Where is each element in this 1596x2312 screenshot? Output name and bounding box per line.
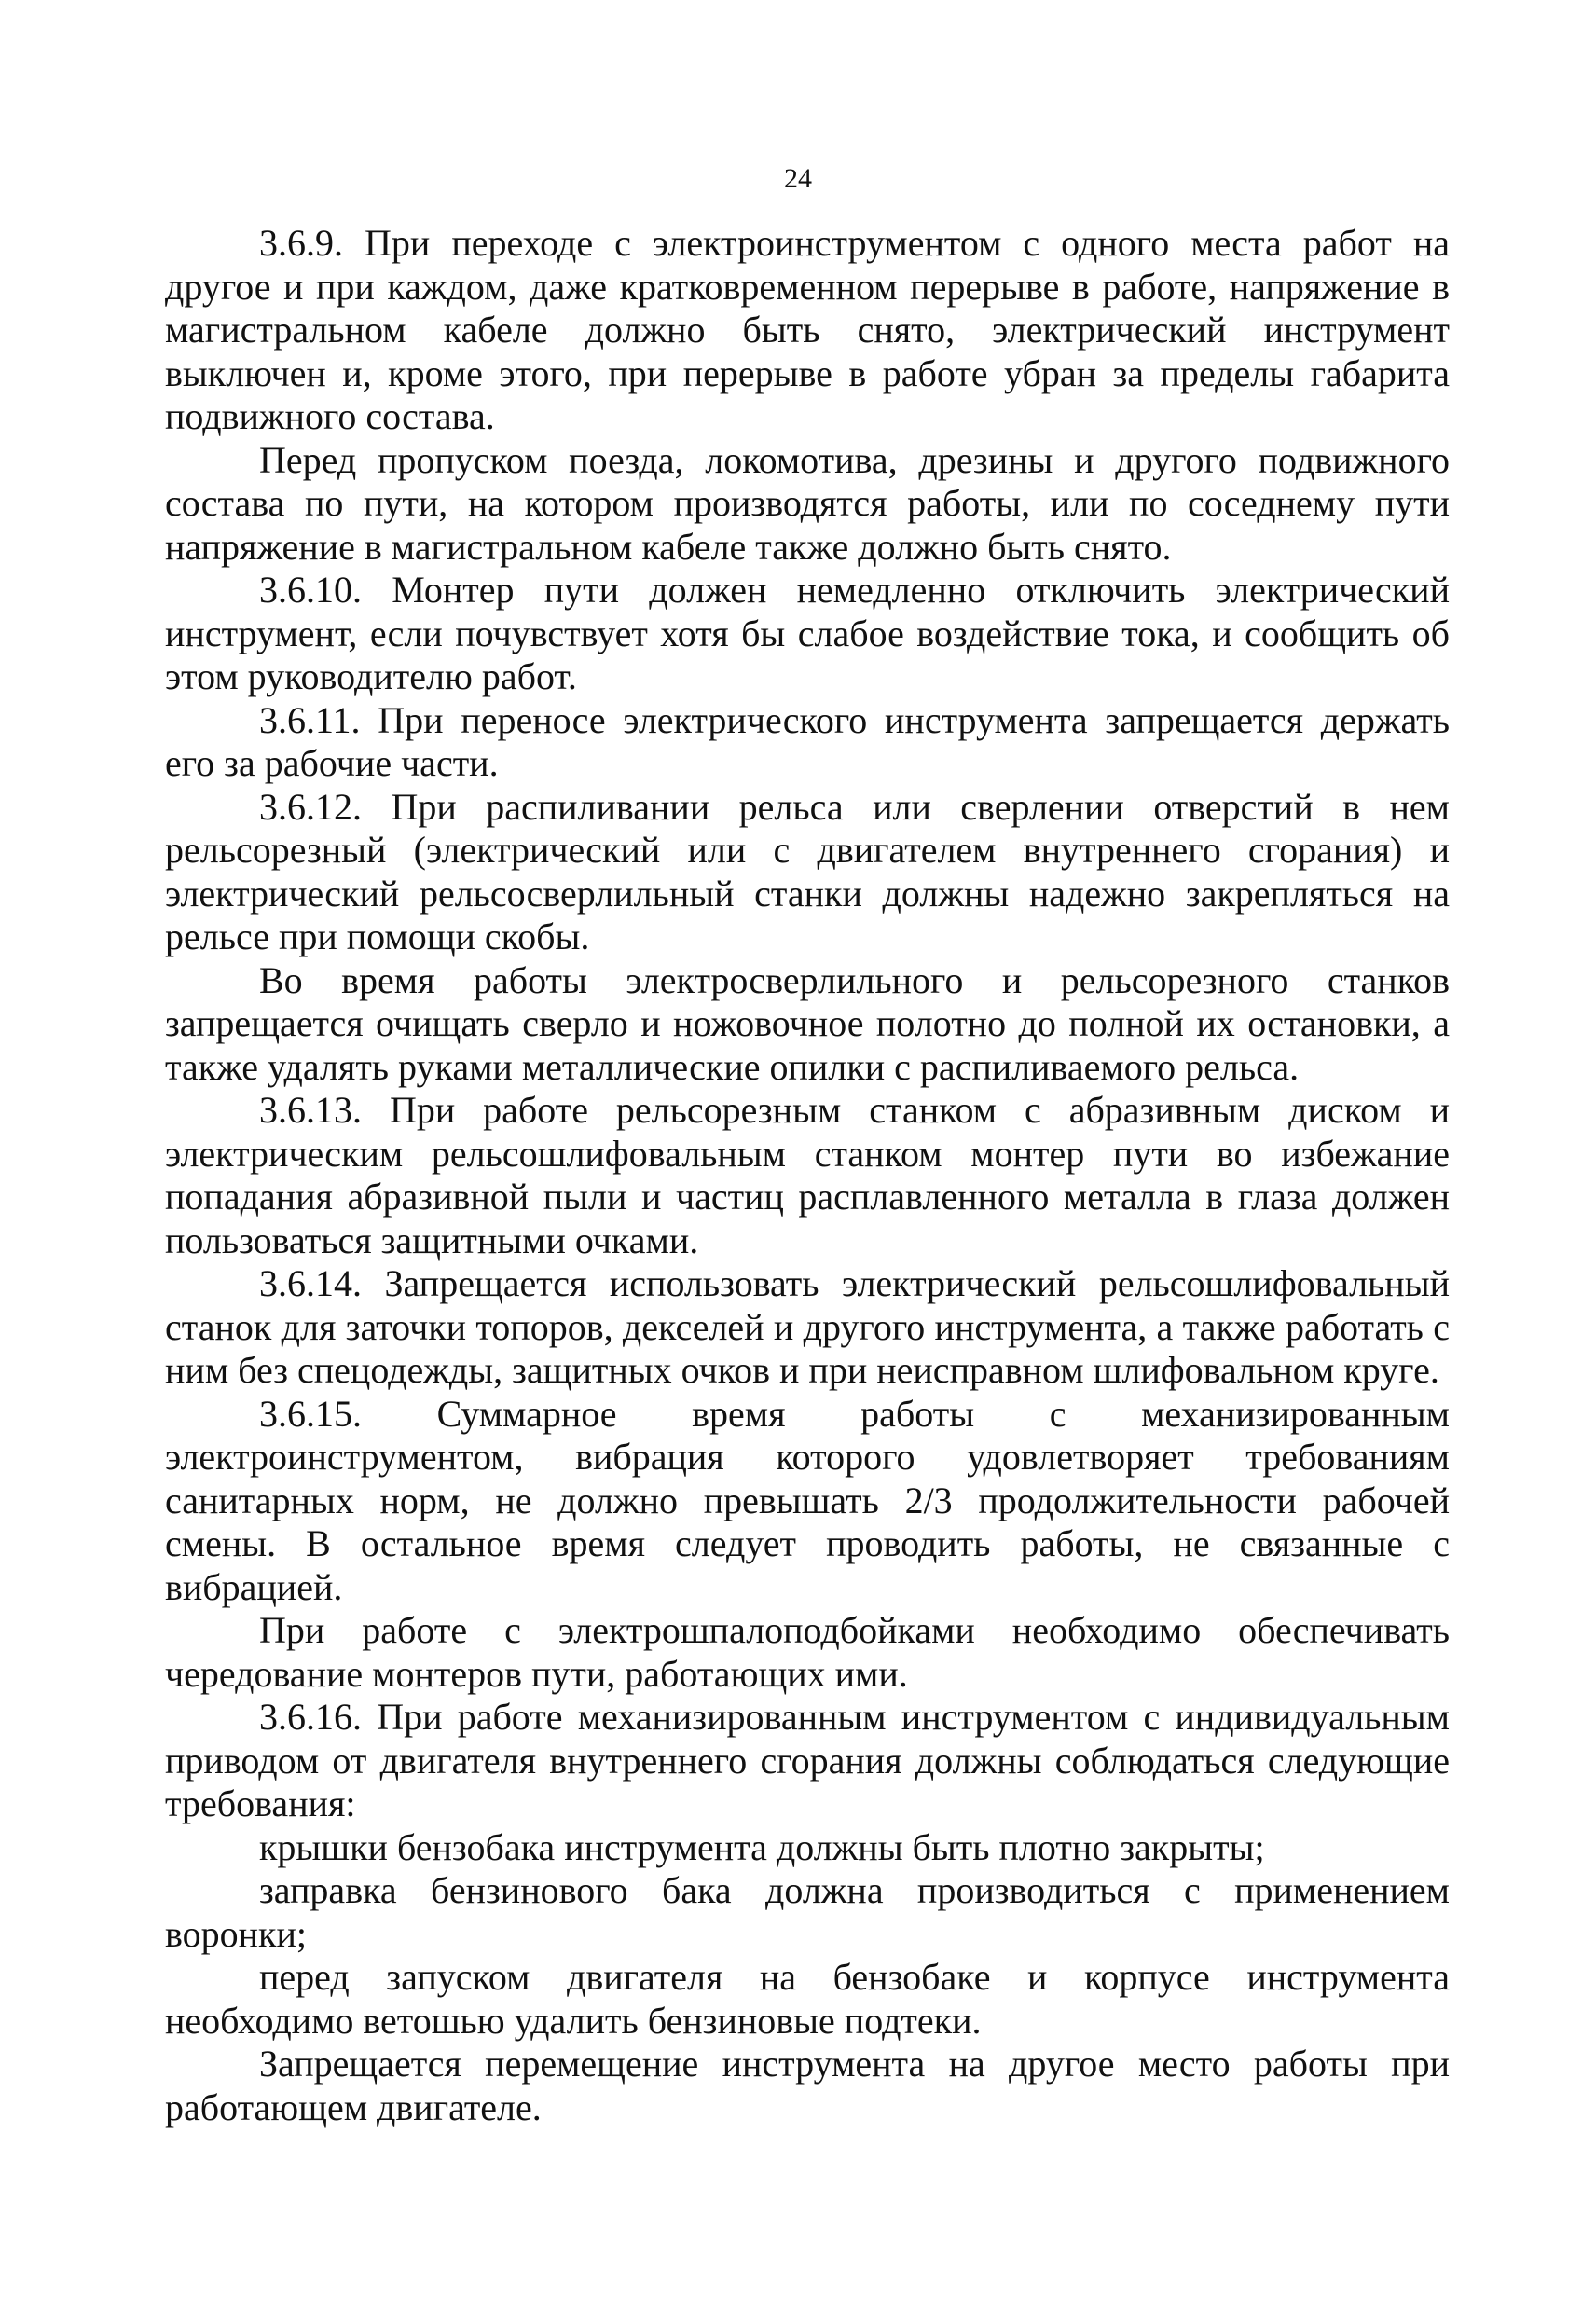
paragraph-3-6-11: 3.6.11. При переносе электрического инструмента запрещается держать его за рабочие части. bbox=[165, 698, 1450, 784]
paragraph-3-6-16: 3.6.16. При работе механизированным инструментом с индивидуальным приводом от двигателя внутреннего сгорания должны соблюдаться следующие требования: bbox=[165, 1696, 1450, 1824]
paragraph-drilling-cleaning: Во время работы электросверлильного и рельсорезного станков запрещается очищать сверло и ножовочное полотно до полной их остановки, а также удалять руками металлические опилки с распиливаемого рельса. bbox=[165, 958, 1450, 1088]
paragraph-tamper-rotation: При работе с электрошпалоподбойками необходимо обеспечивать чередование монтеров пути, работающих ими. bbox=[165, 1609, 1450, 1695]
paragraph-3-6-10: 3.6.10. Монтер пути должен немедленно отключить электрический инструмент, если почувствует хотя бы слабое воздействие тока, и сообщить об этом руководителю работ. bbox=[165, 569, 1450, 697]
paragraph-3-6-13: 3.6.13. При работе рельсорезным станком с абразивным диском и электрическим рельсошлифовальным станком монтер пути во избежание попадания абразивной пыли и частиц расплавленного металла в глаза должен пользоваться защитными очками. bbox=[165, 1089, 1450, 1261]
paragraph-3-6-9: 3.6.9. При переходе с электроинструментом с одного места работ на другое и при каждом, даже кратковременном перерыве в работе, напряжение в магистральном кабеле должно быть снято, электрический инструмент выключен и, кроме этого, при перерыве в работе убран за пределы габарита подвижного состава. bbox=[165, 222, 1450, 437]
list-item-engine-start: перед запуском двигателя на бензобаке и корпусе инструмента необходимо ветошью удалить бензиновые подтеки. bbox=[165, 1956, 1450, 2042]
list-item-refueling: заправка бензинового бака должна производиться с применением воронки; bbox=[165, 1869, 1450, 1955]
paragraph-train-passage: Перед пропуском поезда, локомотива, дрезины и другого подвижного состава по пути, на котором производятся работы, или по соседнему пути напряжение в магистральном кабеле также должно быть снято. bbox=[165, 438, 1450, 568]
page-number: 24 bbox=[784, 163, 812, 194]
paragraph-3-6-15: 3.6.15. Суммарное время работы с механизированным электроинструментом, вибрация которого удовлетворяет требованиям санитарных норм, не должно превышать 2/3 продолжительности рабочей смены. В остальное время следует проводить работы, не связанные с вибрацией. bbox=[165, 1392, 1450, 1608]
paragraph-3-6-12: 3.6.12. При распиливании рельса или сверлении отверстий в нем рельсорезный (электрический или с двигателем внутреннего сгорания) и электрический рельсосверлильный станки должны надежно закрепляться на рельсе при помощи скобы. bbox=[165, 785, 1450, 957]
paragraph-3-6-14: 3.6.14. Запрещается использовать электрический рельсошлифовальный станок для заточки топоров, декселей и другого инструмента, а также работать с ним без спецодежды, защитных очков и при неисправном шлифовальном круге. bbox=[165, 1262, 1450, 1391]
list-item-tank-caps: крышки бензобака инструмента должны быть плотно закрыты; bbox=[259, 1825, 1265, 1868]
paragraph-moving-prohibited: Запрещается перемещение инструмента на другое место работы при работающем двигателе. bbox=[165, 2043, 1450, 2128]
document-body bbox=[165, 222, 1450, 2129]
